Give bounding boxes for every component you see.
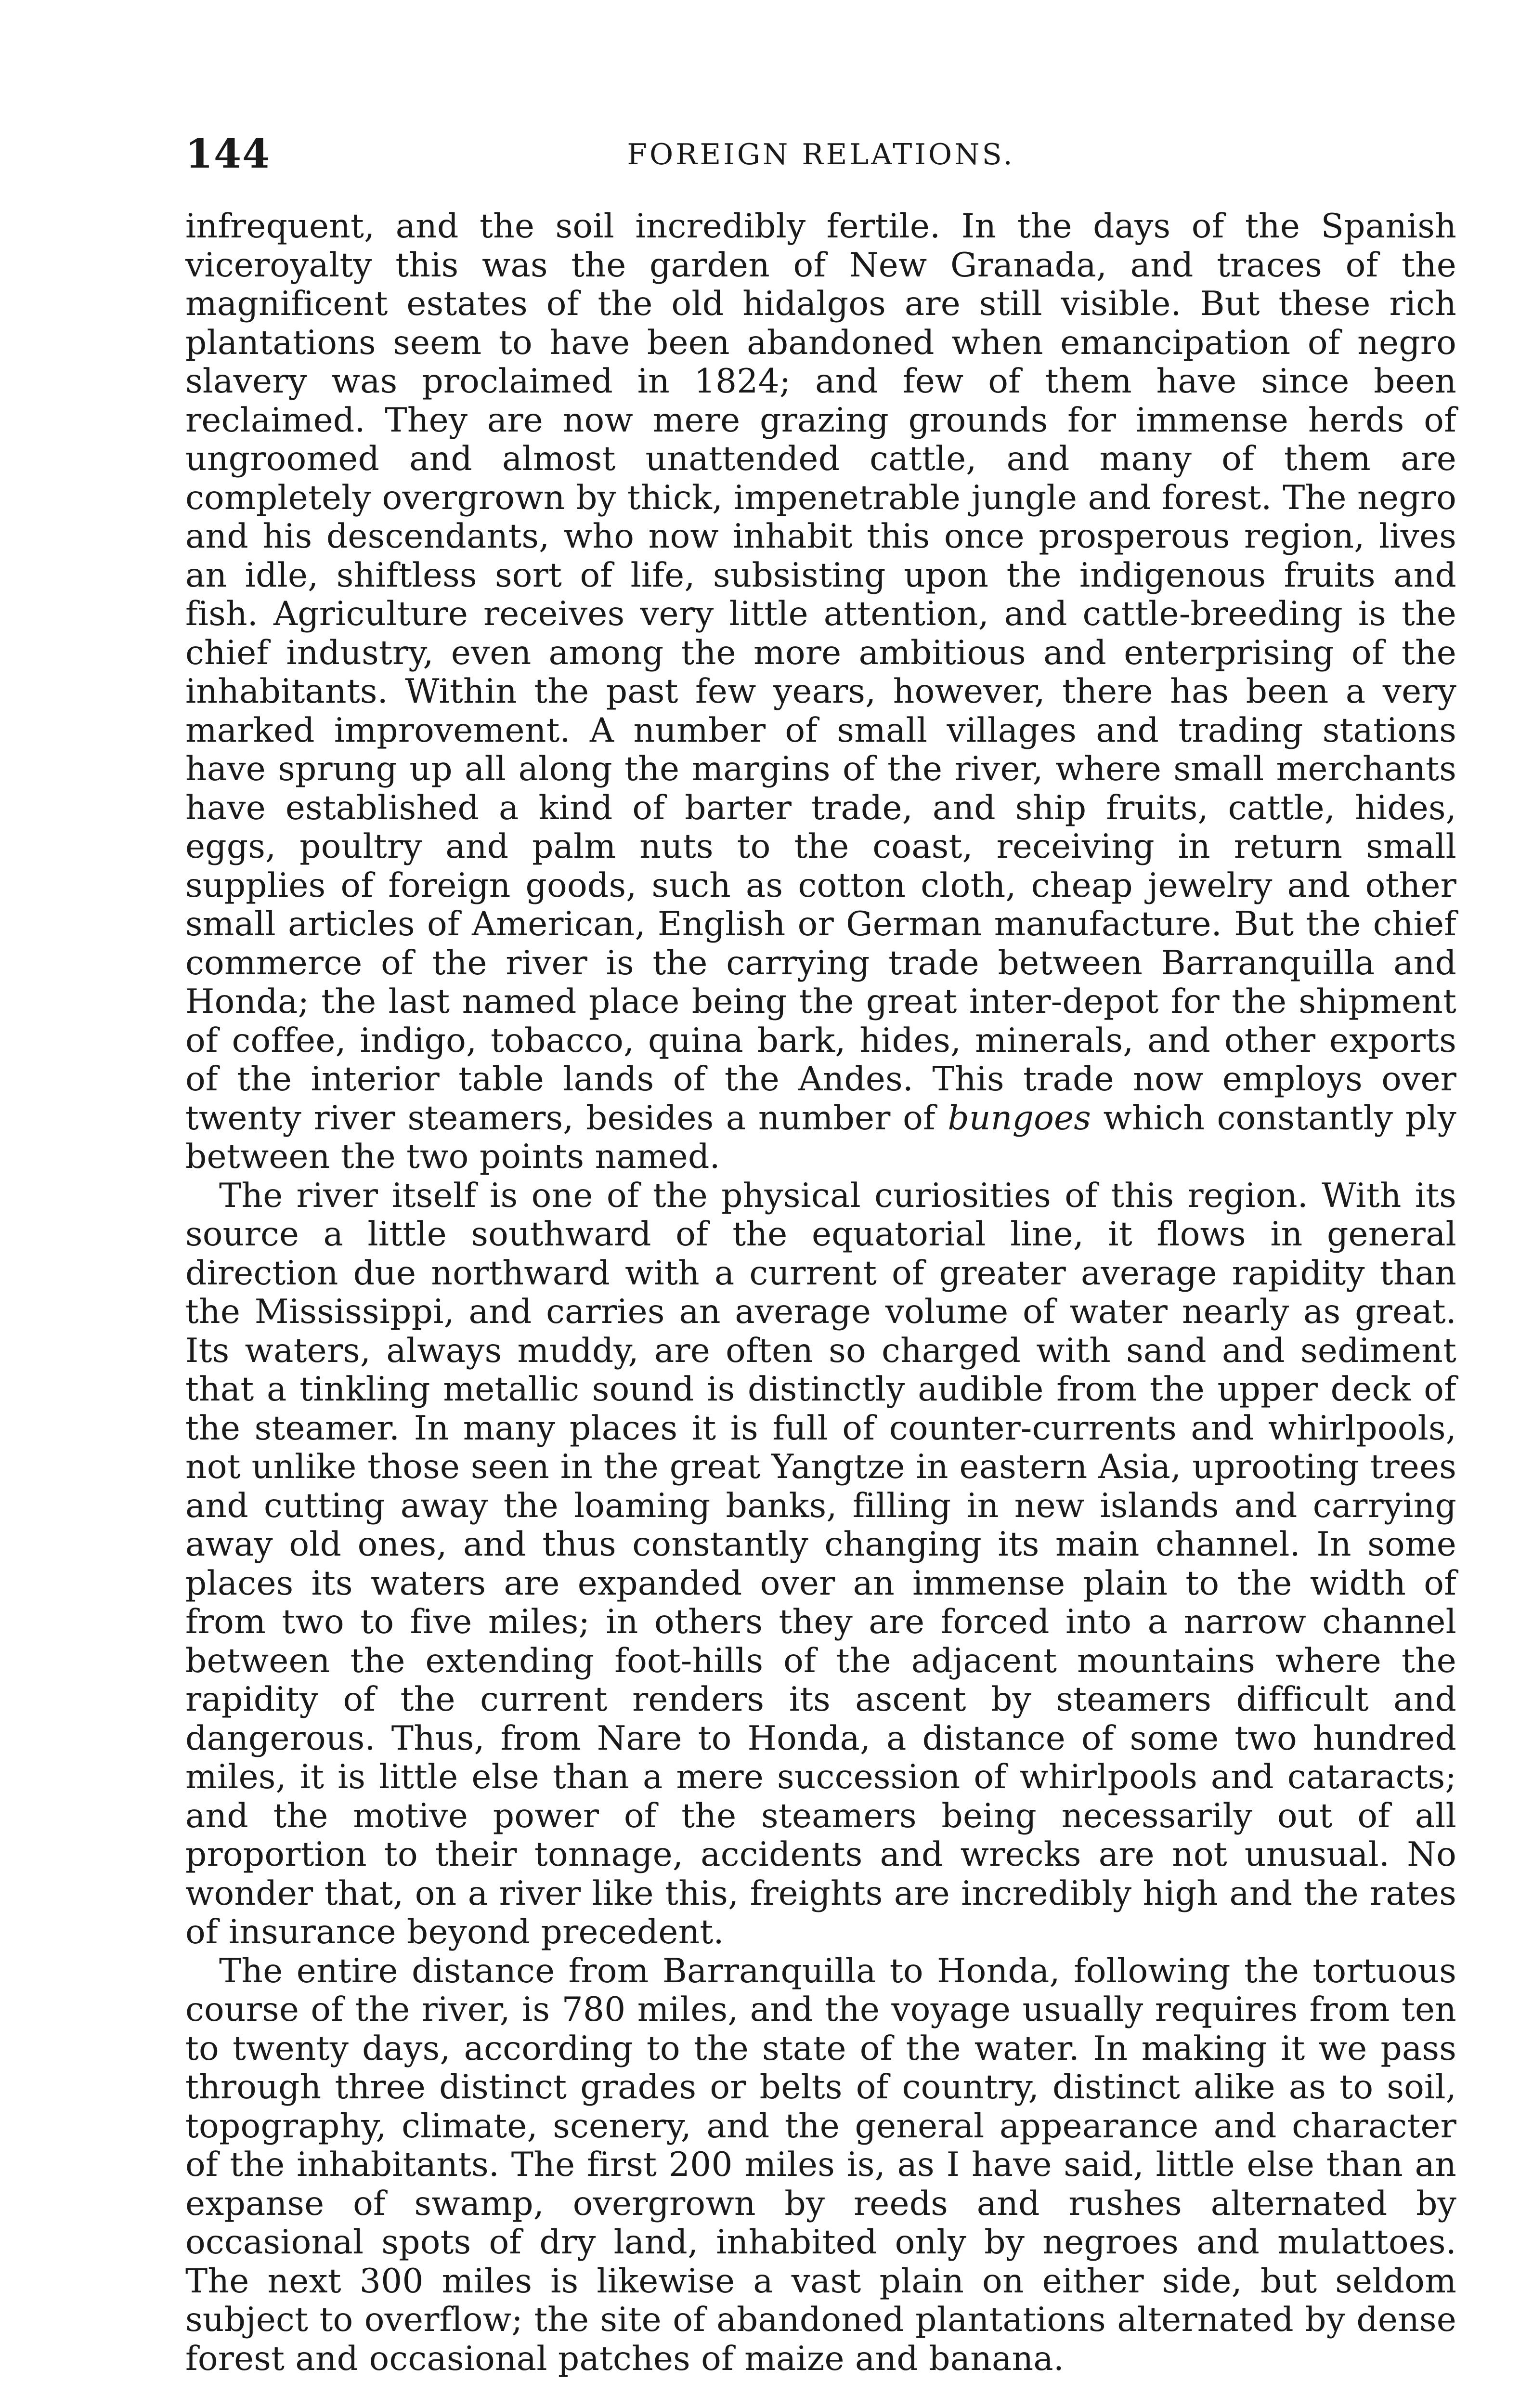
body-text: [185, 207, 1456, 2398]
paragraph-journey-distance: The entire distance from Barranquilla to Honda, following the tortuous course of the river, is 780 miles, and the voyage usually requires from ten to twenty days, according to the state of the water. In making it we pass through three distinct grades or belts of country, distinct alike as to soil, topography, climate, scenery, and the general appearance and character of the inhabitants. The first 200 miles is, as I have said, little else than an expanse of swamp, overgrown by reeds and rushes alternated by occasional spots of dry land, inhabited only by negroes and mulattoes. The next 300 miles is likewise a vast plain on either side, but seldom subject to overflow; the site of abandoned plantations alternated by dense forest and occasional patches of maize and banana.: [185, 1951, 1456, 2378]
page-header: [185, 131, 1456, 184]
page-number: 144: [185, 131, 271, 177]
paragraph-continued: [185, 207, 1456, 1177]
running-head: FOREIGN RELATIONS.: [627, 138, 1015, 171]
paragraph-tail: which constantly ply between the two points named.: [185, 1099, 1456, 1176]
italic-term: bungoes: [948, 1099, 1091, 1138]
paragraph-text: infrequent, and the soil incredibly fertile. In the days of the Spanish viceroyalty this was the garden of New Granada, and traces of the magnificent estates of the old hidalgos are still visible. But these rich plantations seem to have been abandoned when emancipation of negro slavery was proclaimed in 1824; and few of them have since been reclaimed. They are now mere grazing grounds for immense herds of ungroomed and almost unattended cattle, and many of them are completely overgrown by thick, impenetrable jungle and forest. The negro and his descendants, who now inhabit this once prosperous region, lives an idle, shiftless sort of life, subsisting upon the indigenous fruits and fish. Agriculture receives very little attention, and cattle-breeding is the chief industry, even among the more ambitious and enterprising of the inhabitants. Within the past few years, however, there has been a very marked improvement. A number of small villages and trading stations have sprung up all along the margins of the river, where small merchants have established a kind of barter trade, and ship fruits, cattle, hides, eggs, poultry and palm nuts to the coast, receiving in return small supplies of foreign goods, such as cotton cloth, cheap jewelry and other small articles of American, English or German manufacture. But the chief commerce of the river is the carrying trade between Barranquilla and Honda; the last named place being the great inter-depot for the shipment of coffee, indigo, tobacco, quina bark, hides, minerals, and other exports of the interior table lands of the Andes. This trade now employs over twenty river steamers, besides a number of: [185, 207, 1456, 1138]
paragraph-river-description: The river itself is one of the physical curiosities of this region. With its source a little southward of the equatorial line, it flows in general direction due northward with a current of greater average rapidity than the Mississippi, and carries an average volume of water nearly as great. Its waters, always muddy, are often so charged with sand and sediment that a tinkling metallic sound is distinctly audible from the upper deck of the steamer. In many places it is full of counter-currents and whirlpools, not unlike those seen in the great Yangtze in eastern Asia, uprooting trees and cutting away the loaming banks, filling in new islands and carrying away old ones, and thus constantly changing its main channel. In some places its waters are expanded over an immense plain to the width of from two to five miles; in others they are forced into a narrow channel between the extending foot-hills of the adjacent mountains where the rapidity of the current renders its ascent by steamers difficult and dangerous. Thus, from Nare to Honda, a distance of some two hundred miles, it is little else than a mere succession of whirlpools and cataracts; and the motive power of the steamers being necessarily out of all proportion to their tonnage, accidents and wrecks are not unusual. No wonder that, on a river like this, freights are incredibly high and the rates of insurance beyond precedent.: [185, 1176, 1456, 1951]
